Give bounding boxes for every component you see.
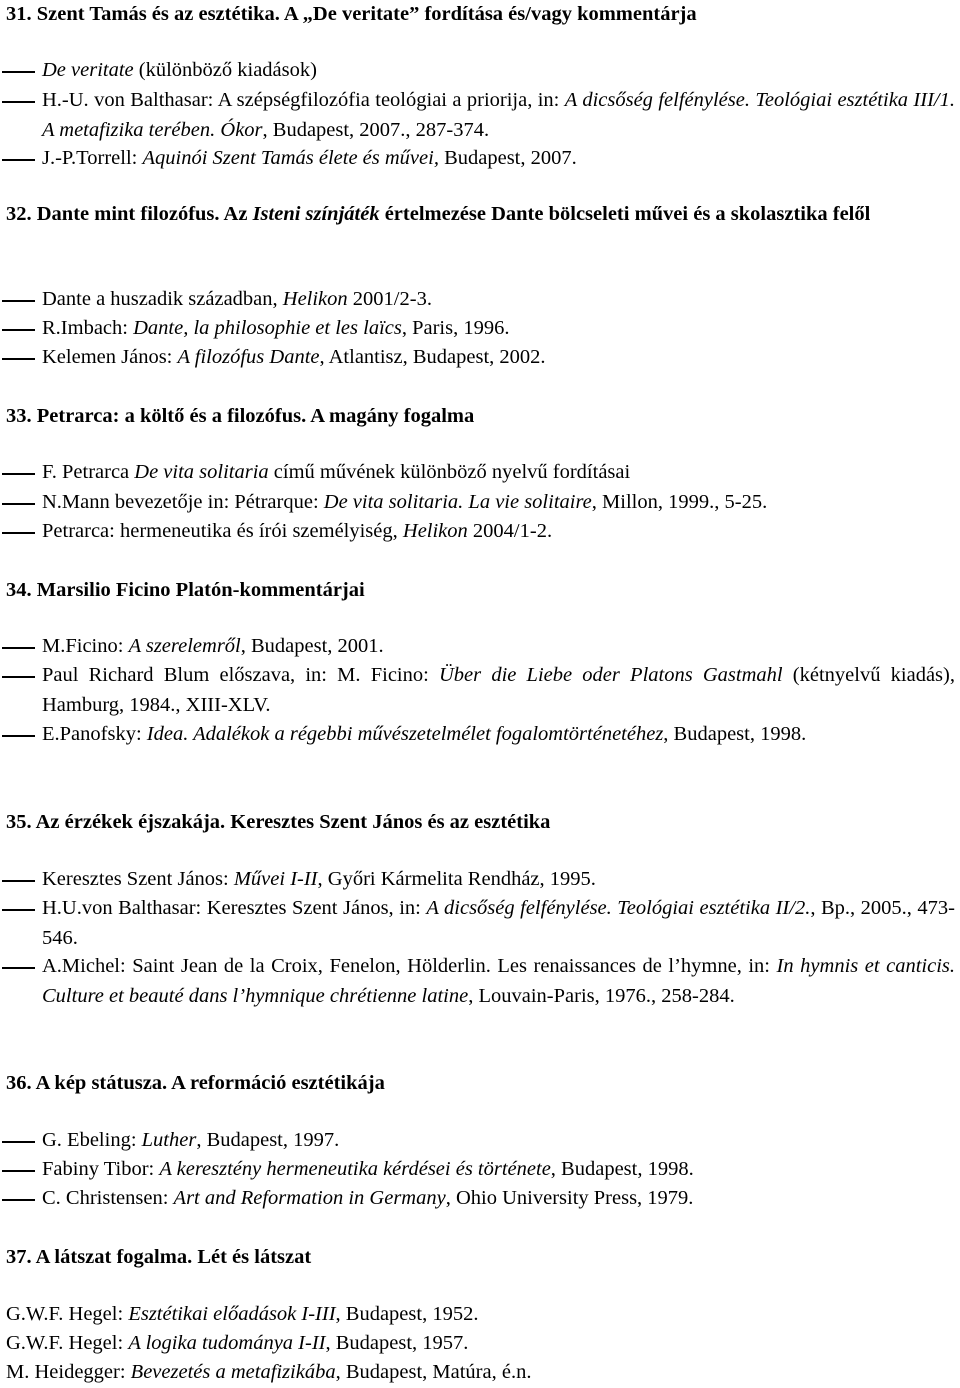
bib-entry xyxy=(42,720,955,750)
italic-text: De vita solitaria xyxy=(134,461,269,483)
text-run: , Bp., 2005., 473-546. xyxy=(42,897,956,949)
section-31-title: 31. Szent Tamás és az esztétika. A „De veritate” fordítása és/vagy kommentárja xyxy=(6,3,697,25)
italic-text: Esztétikai előadások I-III xyxy=(128,1303,336,1325)
bib-entry xyxy=(6,1358,956,1388)
section-36-title: 36. A kép státusza. A reformáció esztétikája xyxy=(6,1072,385,1094)
text-run: E.Panofsky: xyxy=(42,723,147,745)
text-run: Fabiny Tibor: xyxy=(42,1158,160,1180)
italic-text: A dicsőség felfénylése. Teológiai esztétika III/1. A metafizika terében. Ókor xyxy=(42,89,955,141)
list-dash xyxy=(2,300,35,302)
bib-entry xyxy=(42,86,955,145)
text-run: G.W.F. Hegel: xyxy=(6,1303,129,1325)
text-run: , Ohio University Press, 1979. xyxy=(445,1187,694,1209)
italic-text: Aquinói Szent Tamás élete és művei, xyxy=(142,147,439,169)
text-run: A.Michel: Saint Jean de la Croix, Fenelon, Hölderlin. Les renaissances de l’hymne, in: xyxy=(42,955,777,977)
text-run: F. Petrarca xyxy=(42,461,135,483)
text-run: G.W.F. Hegel: xyxy=(6,1332,129,1354)
text-run: , Budapest, 1952. xyxy=(335,1303,479,1325)
list-dash xyxy=(2,909,35,911)
text-run: C. Christensen: xyxy=(42,1187,174,1209)
italic-text: Művei I-II xyxy=(233,868,318,890)
list-dash xyxy=(2,101,35,103)
text-run: (különböző kiadások) xyxy=(133,59,317,81)
text-run: M.Ficino: xyxy=(42,635,129,657)
text-run: M. Heidegger: xyxy=(6,1361,131,1383)
list-dash xyxy=(2,1170,35,1172)
bib-entry xyxy=(6,1329,956,1359)
italic-text: In hymnis et canticis. Culture et beauté dans l’hymnique chrétienne latine xyxy=(42,955,955,1007)
bib-entry xyxy=(42,1126,955,1156)
text-run: H.U.von Balthasar: Keresztes Szent János, in: xyxy=(42,897,427,919)
text-run: R.Imbach: xyxy=(42,317,134,339)
list-dash xyxy=(2,329,35,331)
bib-entry xyxy=(42,285,955,315)
list-dash xyxy=(2,71,35,73)
text-run: 2001/2-3. xyxy=(347,288,432,310)
italic-text: A keresztény hermeneutika kérdései és története xyxy=(159,1158,551,1180)
bib-entry xyxy=(42,865,955,895)
text-run: N.Mann bevezetője in: Pétrarque: xyxy=(42,491,324,513)
italic-text: Isteni színjáték xyxy=(252,203,380,225)
bib-entry xyxy=(42,458,955,488)
list-dash xyxy=(2,1199,35,1201)
text-run: , Budapest, 1957. xyxy=(325,1332,469,1354)
bib-entry xyxy=(42,1184,955,1214)
bib-entry xyxy=(42,1155,955,1185)
italic-text: Helikon xyxy=(402,520,468,542)
italic-text: Luther xyxy=(141,1129,197,1151)
bib-entry xyxy=(6,1300,956,1330)
text-run: , Budapest, 1998. xyxy=(663,723,807,745)
text-run: Dante a huszadik században, xyxy=(42,288,283,310)
text-run: , Budapest, 1997. xyxy=(196,1129,340,1151)
list-dash xyxy=(2,503,35,505)
bib-entry xyxy=(42,632,955,662)
text-run: 32. Dante mint filozófus. Az xyxy=(6,203,253,225)
text-run: J.-P.Torrell: xyxy=(42,147,143,169)
italic-text: De veritate xyxy=(42,59,134,81)
list-dash xyxy=(2,473,35,475)
text-run: G. Ebeling: xyxy=(42,1129,142,1151)
bib-entry xyxy=(42,56,955,86)
list-dash xyxy=(2,1141,35,1143)
italic-text: Helikon xyxy=(282,288,348,310)
text-run: , Louvain-Paris, 1976., 258-284. xyxy=(468,984,735,1007)
italic-text: Art and Reformation in Germany xyxy=(173,1187,446,1209)
text-run: , Budapest, 1998. xyxy=(550,1158,694,1180)
italic-text: A logika tudománya I-II xyxy=(128,1332,326,1354)
text-run: , Budapest, Matúra, é.n. xyxy=(335,1361,532,1383)
italic-text: Idea. Adalékok a régebbi művészetelmélet fogalomtörténetéhez xyxy=(146,723,664,745)
bib-entry xyxy=(42,314,955,344)
text-run: Keresztes Szent János: xyxy=(42,868,234,890)
list-dash xyxy=(2,676,35,678)
text-run: , Atlantisz, Budapest, 2002. xyxy=(319,346,546,368)
italic-text: Über die Liebe oder Platons Gastmahl xyxy=(439,664,783,686)
list-dash xyxy=(2,358,35,360)
text-run: , Győri Kármelita Rendház, 1995. xyxy=(317,868,596,890)
text-run: című művének különböző nyelvű fordításai xyxy=(268,461,631,483)
italic-text: De vita solitaria. La vie solitaire xyxy=(323,491,592,513)
text-run: , Budapest, 2007., 287-374. xyxy=(262,118,490,141)
bib-entry xyxy=(42,144,955,174)
bib-entry xyxy=(42,488,955,518)
section-37-title: 37. A látszat fogalma. Lét és látszat xyxy=(6,1246,312,1268)
text-run: , Budapest, 2001. xyxy=(240,635,384,657)
text-run: Budapest, 2007. xyxy=(438,147,577,169)
text-run: H.-U. von Balthasar: A szépségfilozófia teológiai a priorija, in: xyxy=(42,89,565,111)
bib-entry xyxy=(42,517,955,547)
italic-text: A szerelemről xyxy=(128,635,241,657)
text-run: 2004/1-2. xyxy=(467,520,553,542)
text-run: , Millon, 1999., 5-25. xyxy=(591,491,768,513)
italic-text: A dicsőség felfénylése. Teológiai esztétika II/2. xyxy=(426,897,811,919)
section-32-title xyxy=(6,200,956,230)
bib-entry xyxy=(42,661,955,720)
text-run: (kétnyelvű kiadás), Hamburg, 1984., XIII-XLV. xyxy=(42,664,955,716)
text-run: értelmezése Dante bölcseleti művei és a skolasztika felől xyxy=(379,203,871,225)
text-run: , Paris, 1996. xyxy=(401,317,510,339)
bib-entry xyxy=(42,343,955,373)
list-dash xyxy=(2,967,35,969)
italic-text: Bevezetés a metafizikába xyxy=(130,1361,336,1383)
bib-entry xyxy=(42,894,955,953)
list-dash xyxy=(2,532,35,534)
text-run: Petrarca: hermeneutika és írói személyiség, xyxy=(42,520,403,542)
list-dash xyxy=(2,647,35,649)
list-dash xyxy=(2,159,35,161)
section-34-title: 34. Marsilio Ficino Platón-kommentárjai xyxy=(6,579,365,601)
list-dash xyxy=(2,880,35,882)
italic-text: Dante, la philosophie et les laïcs xyxy=(133,317,402,339)
section-35-title: 35. Az érzékek éjszakája. Keresztes Szent János és az esztétika xyxy=(6,811,551,833)
text-run: Paul Richard Blum előszava, in: M. Ficino: xyxy=(42,664,439,686)
italic-text: A filozófus Dante xyxy=(177,346,320,368)
section-33-title: 33. Petrarca: a költő és a filozófus. A magány fogalma xyxy=(6,405,475,427)
list-dash xyxy=(2,735,35,737)
bib-entry xyxy=(42,952,955,1011)
text-run: Kelemen János: xyxy=(42,346,178,368)
